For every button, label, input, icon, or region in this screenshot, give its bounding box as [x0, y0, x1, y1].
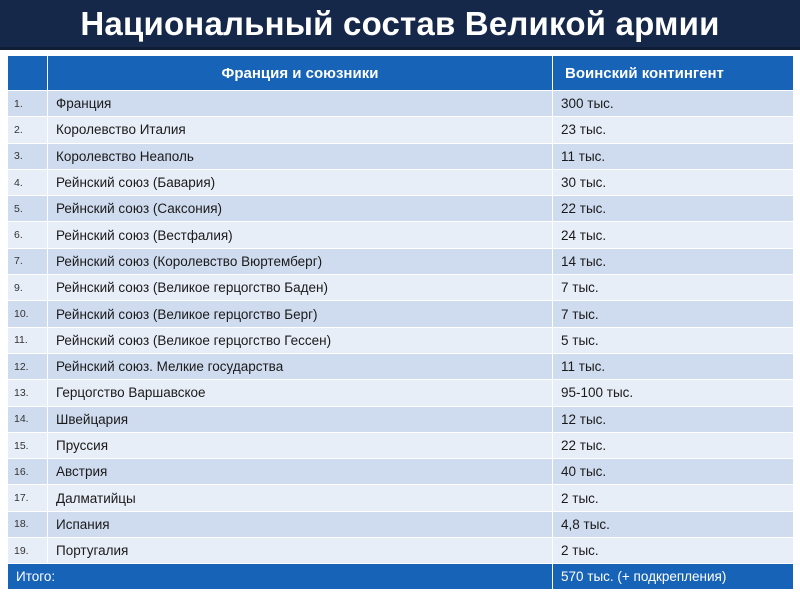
country-name: Австрия [48, 459, 553, 485]
country-name: Испания [48, 511, 553, 537]
row-number: 2. [8, 117, 48, 143]
table-row [8, 169, 794, 195]
table-row [8, 380, 794, 406]
contingent-value: 11 тыс. [553, 353, 794, 379]
row-number: 11. [8, 327, 48, 353]
table-row [8, 143, 794, 169]
table-row [8, 196, 794, 222]
header-country: Франция и союзники [48, 56, 553, 91]
country-name: Королевство Италия [48, 117, 553, 143]
contingent-value: 95-100 тыс. [553, 380, 794, 406]
contingent-value: 2 тыс. [553, 485, 794, 511]
header-contingent: Воинский контингент [553, 56, 794, 91]
country-name: Королевство Неаполь [48, 143, 553, 169]
table-row [8, 275, 794, 301]
row-number: 15. [8, 432, 48, 458]
country-name: Рейнский союз (Королевство Вюртемберг) [48, 248, 553, 274]
contingent-value: 7 тыс. [553, 275, 794, 301]
total-row [8, 564, 794, 590]
page-title: Национальный состав Великой армии [80, 4, 720, 42]
row-number: 18. [8, 511, 48, 537]
row-number: 3. [8, 143, 48, 169]
table-row [8, 432, 794, 458]
header-number-cell [8, 56, 48, 91]
table-row [8, 485, 794, 511]
row-number: 13. [8, 380, 48, 406]
country-name: Рейнский союз (Вестфалия) [48, 222, 553, 248]
contingent-value: 300 тыс. [553, 91, 794, 117]
row-number: 9. [8, 275, 48, 301]
row-number: 19. [8, 538, 48, 564]
contingent-value: 23 тыс. [553, 117, 794, 143]
title-bar [0, 0, 800, 50]
army-composition-table [7, 55, 794, 590]
country-name: Далматийцы [48, 485, 553, 511]
contingent-value: 12 тыс. [553, 406, 794, 432]
country-name: Швейцария [48, 406, 553, 432]
country-name: Рейнский союз (Великое герцогство Баден) [48, 275, 553, 301]
contingent-value: 4,8 тыс. [553, 511, 794, 537]
contingent-value: 40 тыс. [553, 459, 794, 485]
table-row [8, 511, 794, 537]
row-number: 1. [8, 91, 48, 117]
country-name: Рейнский союз. Мелкие государства [48, 353, 553, 379]
row-number: 17. [8, 485, 48, 511]
contingent-value: 30 тыс. [553, 169, 794, 195]
army-composition-table-container [7, 55, 793, 590]
country-name: Рейнский союз (Великое герцогство Гессен) [48, 327, 553, 353]
table-row [8, 117, 794, 143]
row-number: 5. [8, 196, 48, 222]
table-body [8, 91, 794, 564]
contingent-value: 7 тыс. [553, 301, 794, 327]
contingent-value: 5 тыс. [553, 327, 794, 353]
country-name: Герцогство Варшавское [48, 380, 553, 406]
country-name: Португалия [48, 538, 553, 564]
table-row [8, 353, 794, 379]
row-number: 6. [8, 222, 48, 248]
row-number: 12. [8, 353, 48, 379]
table-row [8, 406, 794, 432]
table-row [8, 222, 794, 248]
total-value: 570 тыс. (+ подкрепления) [553, 564, 794, 590]
total-label: Итого: [8, 564, 553, 590]
country-name: Рейнский союз (Саксония) [48, 196, 553, 222]
country-name: Рейнский союз (Великое герцогство Берг) [48, 301, 553, 327]
row-number: 7. [8, 248, 48, 274]
table-row [8, 301, 794, 327]
table-row [8, 91, 794, 117]
row-number: 10. [8, 301, 48, 327]
row-number: 16. [8, 459, 48, 485]
country-name: Рейнский союз (Бавария) [48, 169, 553, 195]
contingent-value: 22 тыс. [553, 432, 794, 458]
contingent-value: 14 тыс. [553, 248, 794, 274]
row-number: 4. [8, 169, 48, 195]
table-row [8, 248, 794, 274]
contingent-value: 2 тыс. [553, 538, 794, 564]
table-row [8, 327, 794, 353]
row-number: 14. [8, 406, 48, 432]
table-row [8, 459, 794, 485]
country-name: Пруссия [48, 432, 553, 458]
country-name: Франция [48, 91, 553, 117]
contingent-value: 24 тыс. [553, 222, 794, 248]
table-row [8, 538, 794, 564]
table-header-row [8, 56, 794, 91]
contingent-value: 22 тыс. [553, 196, 794, 222]
contingent-value: 11 тыс. [553, 143, 794, 169]
